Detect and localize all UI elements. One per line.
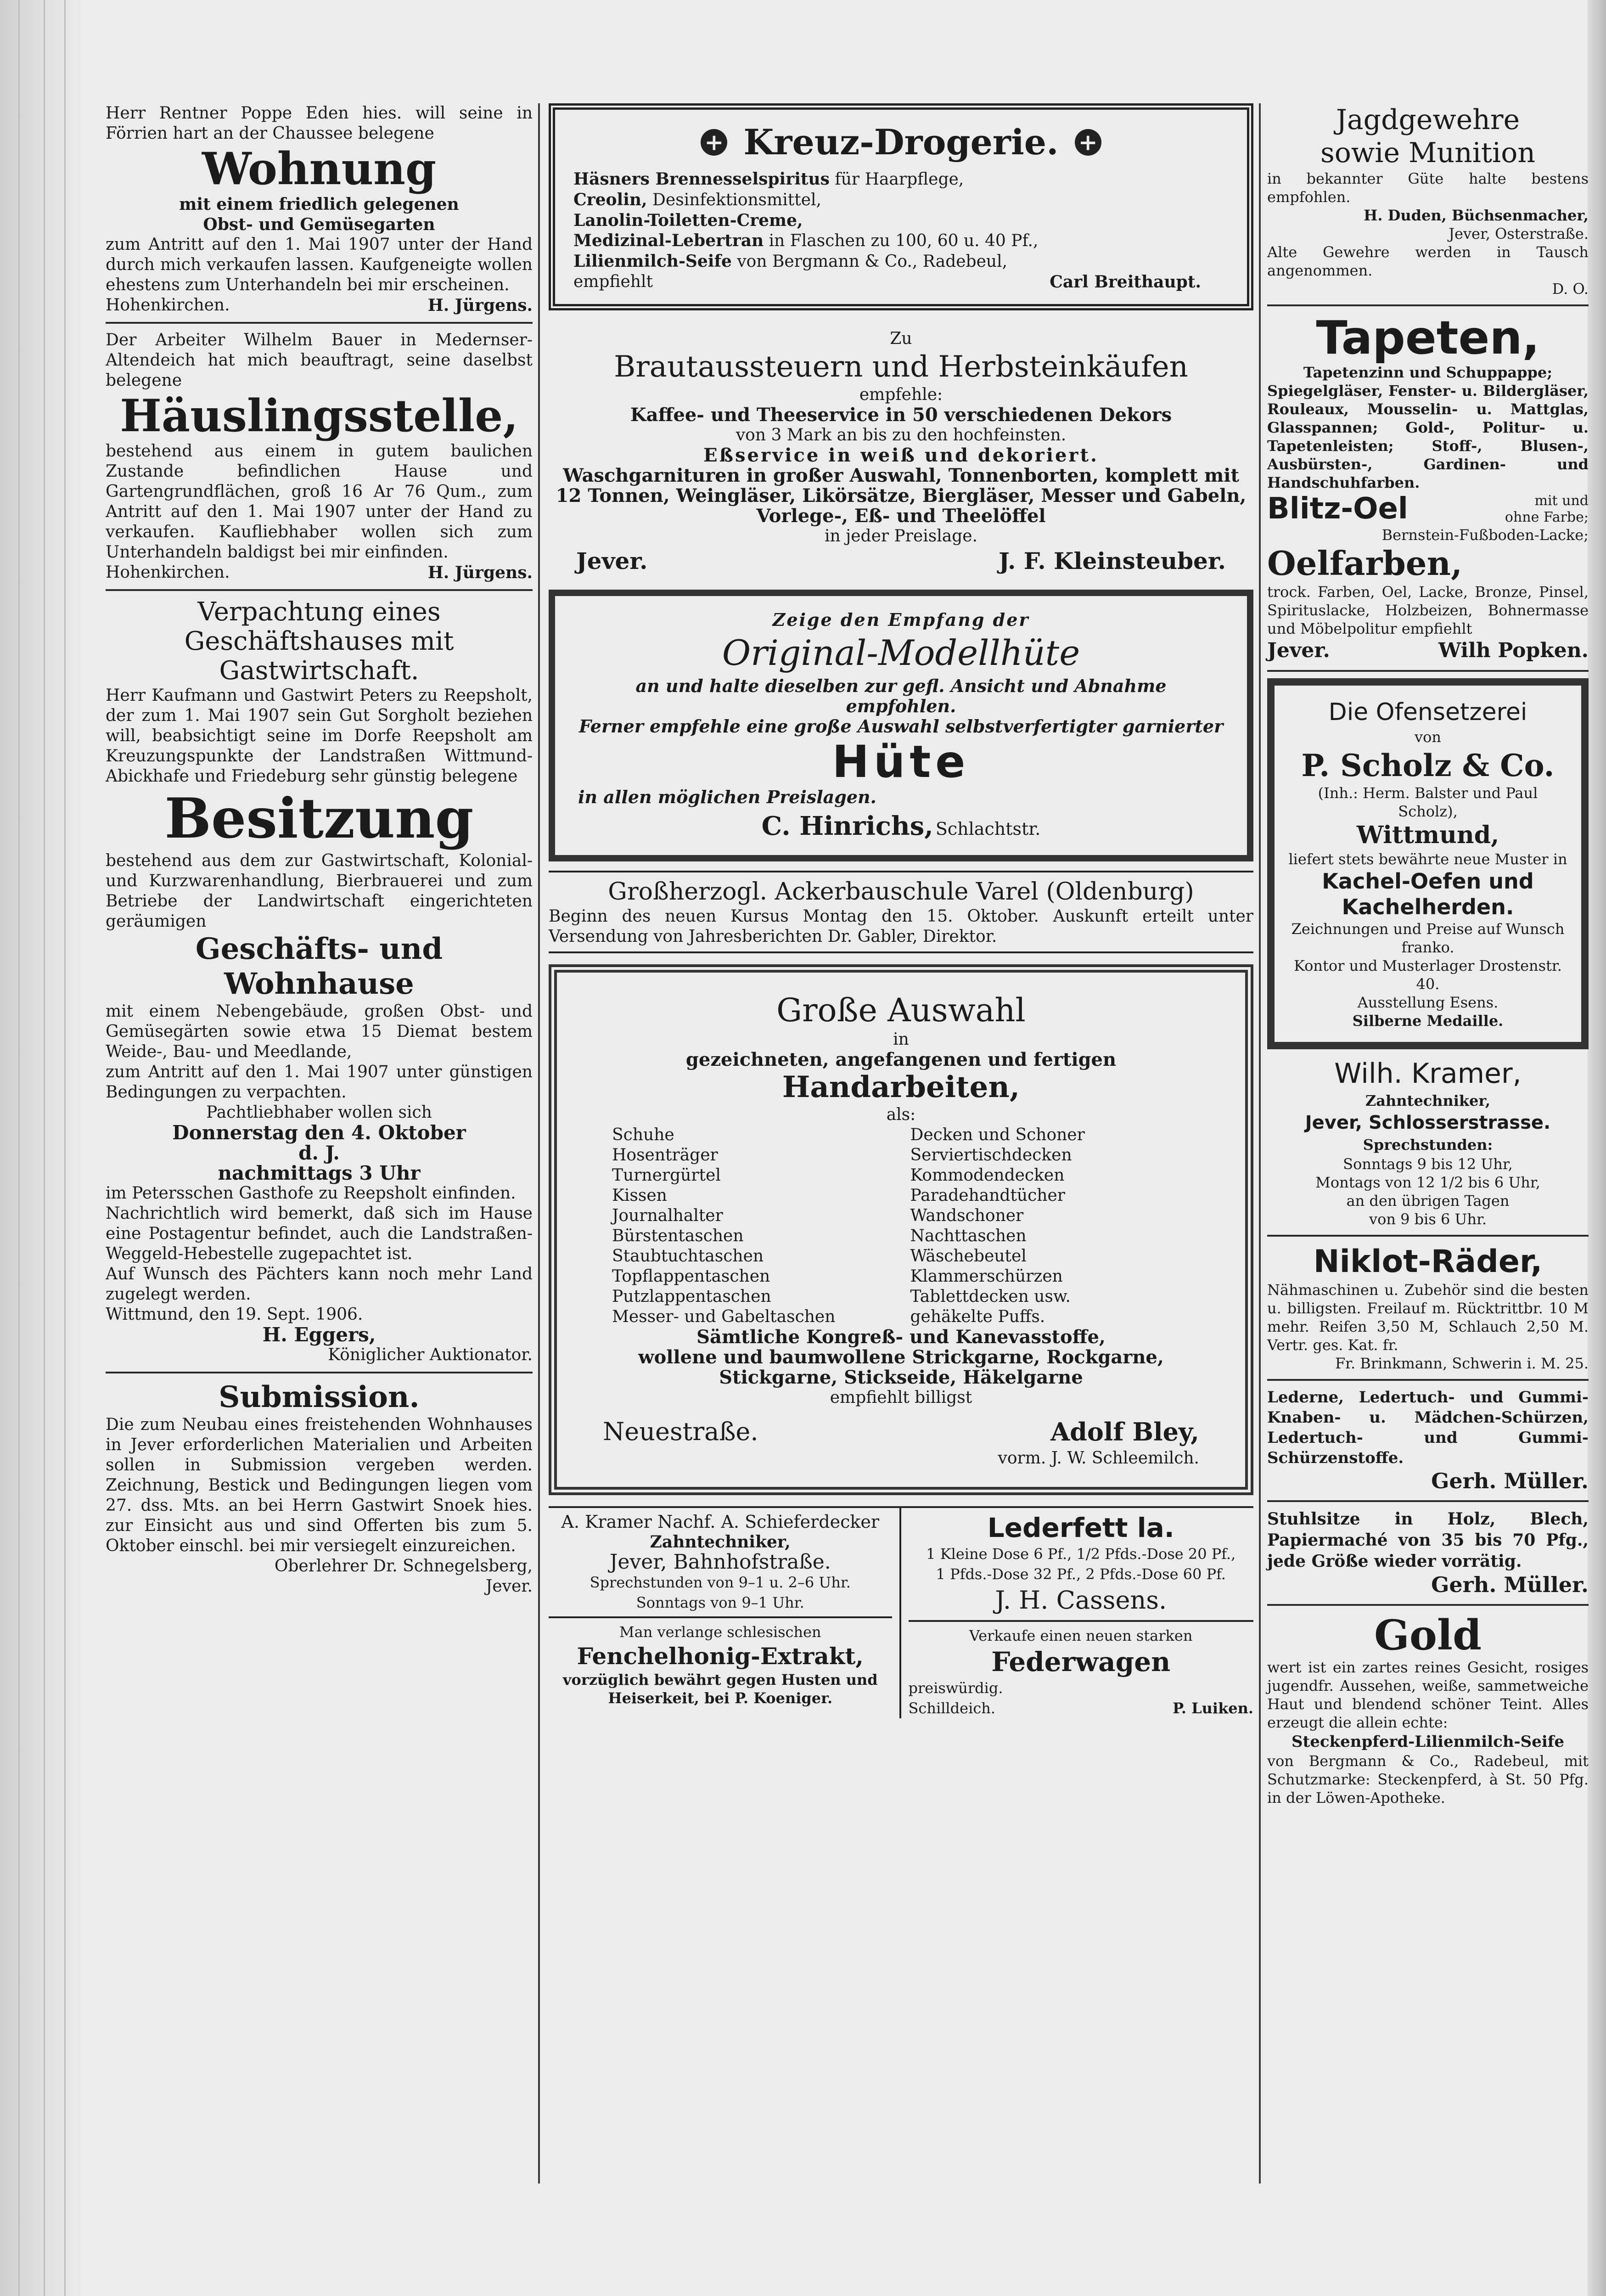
ad-street: Schlachtstr. bbox=[935, 819, 1041, 839]
ad-heading: Jagdgewehre bbox=[1336, 104, 1520, 136]
ad-body: Ferner empfehle eine große Auswahl selbstverfertigter garnierter bbox=[578, 716, 1224, 737]
ad-signature: J. H. Cassens. bbox=[995, 1586, 1167, 1615]
product-note: von Bergmann & Co., Radebeul, bbox=[737, 252, 1008, 271]
ad-body: von Bergmann & Co., Radebeul, mit Schutzmarke: Steckenpferd, à St. 50 Pfg. in der Löwen-Apotheke. bbox=[1267, 1752, 1589, 1806]
ad-body: wollene und baumwollene Strickgarne, Rockgarne, bbox=[638, 1346, 1164, 1368]
ad-body: Tapetenzinn und Schuppappe; bbox=[1303, 364, 1553, 381]
ad-place: Hohenkirchen. bbox=[106, 563, 230, 582]
ad-signature: Oberlehrer Dr. Schnegelsberg, bbox=[274, 1557, 533, 1576]
ad-heading: Gold bbox=[1374, 1611, 1482, 1660]
ad-heading: Kachel-Oefen und Kachelherden. bbox=[1322, 869, 1534, 919]
ad-brautaussteuern bbox=[549, 329, 1253, 576]
list-item: Klammerschürzen bbox=[910, 1267, 1063, 1286]
ad-heading: sowie Munition bbox=[1320, 137, 1536, 169]
ad-heading: Wilh. Kramer, bbox=[1334, 1058, 1522, 1090]
ad-heading: Fenchelhonig-Extrakt, bbox=[577, 1643, 864, 1670]
ad-body: Eßservice in weiß und dekoriert. bbox=[703, 445, 1099, 466]
ad-body: an den übrigen Tagen bbox=[1346, 1192, 1510, 1210]
ad-hinrichs bbox=[549, 590, 1253, 861]
list-item: Topflappentaschen bbox=[612, 1267, 770, 1286]
ad-kreuz-drogerie bbox=[549, 103, 1253, 310]
ad-body: Bernstein-Fußboden-Lacke; bbox=[1381, 526, 1589, 544]
ad-body: mit einem Nebengebäude, großen Obst- und Gemüsegärten sowie etwa 15 Diemat bestem Weide-, Bau- und Meedlande, bbox=[106, 1002, 533, 1061]
ad-signature: P. Luiken. bbox=[1173, 1699, 1253, 1717]
ad-subheading: Obst- und Gemüsegarten bbox=[203, 215, 435, 234]
divider bbox=[106, 1372, 533, 1373]
page-right-edge bbox=[1588, 0, 1606, 2296]
ad-heading: Submission. bbox=[219, 1380, 420, 1414]
ad-signature: Gerh. Müller. bbox=[1431, 1469, 1589, 1493]
list-item: Nachttaschen bbox=[910, 1227, 1027, 1245]
ad-heading: Federwagen bbox=[991, 1646, 1171, 1677]
spine-edge-line bbox=[44, 0, 45, 2296]
ad-signature: Adolf Bley, bbox=[1050, 1417, 1199, 1446]
ad-gerh-mueller-schuerzen bbox=[1267, 1387, 1589, 1494]
ad-heading: P. Scholz & Co. bbox=[1301, 748, 1555, 783]
column-rule bbox=[538, 103, 540, 2183]
ad-lederfett bbox=[909, 1508, 1254, 1616]
spine-edge-line bbox=[18, 0, 20, 2296]
ad-body: zum Antritt auf den 1. Mai 1907 unter der Hand durch mich verkaufen lassen. Kaufgeneigte wollen ehestens zum Unterhandeln bei mir erscheinen. bbox=[106, 235, 533, 294]
ad-body: Verkaufe einen neuen starken bbox=[969, 1627, 1193, 1644]
ad-body: gezeichneten, angefangenen und fertigen bbox=[685, 1049, 1117, 1070]
ad-wilh-kramer bbox=[1267, 1057, 1589, 1228]
ad-body: Stickgarne, Stickseide, Häkelgarne bbox=[719, 1367, 1083, 1388]
product: Lilienmilch-Seife bbox=[573, 252, 732, 271]
ad-fenchelhonig bbox=[549, 1622, 892, 1707]
ad-signature-title: Königlicher Auktionator. bbox=[328, 1345, 533, 1364]
cross-icon: + bbox=[701, 129, 727, 156]
ad-dateline: Wittmund, den 19. Sept. 1906. bbox=[106, 1305, 363, 1324]
ad-note: als: bbox=[886, 1105, 916, 1124]
ad-body: Jever, Bahnhofstraße. bbox=[609, 1550, 831, 1574]
divider bbox=[1267, 1500, 1589, 1502]
ad-note: empfiehlt billigst bbox=[830, 1388, 972, 1407]
ad-body: in jeder Preislage. bbox=[824, 527, 978, 546]
ad-heading: Kreuz-Drogerie. bbox=[743, 122, 1059, 163]
divider bbox=[106, 589, 533, 591]
divider bbox=[1267, 1235, 1589, 1237]
ad-body: (Inh.: Herm. Balster und Paul Scholz), bbox=[1318, 784, 1538, 820]
list-item: Journalhalter bbox=[612, 1206, 723, 1225]
ad-heading: Blitz-Oel bbox=[1267, 492, 1408, 526]
list-item: Messer- und Gabeltaschen bbox=[612, 1307, 836, 1326]
ad-signature: Carl Breithaupt. bbox=[1050, 272, 1201, 292]
ad-body: zum Antritt auf den 1. Mai 1907 unter günstigen Bedingungen zu verpachten. bbox=[106, 1063, 533, 1102]
spine-edge-line bbox=[64, 0, 66, 2296]
ad-place: Schilldeich. bbox=[908, 1699, 996, 1717]
list-item: Wäschebeutel bbox=[910, 1247, 1027, 1266]
list-item: Staubtuchtaschen bbox=[612, 1247, 764, 1266]
ad-body: Kaffee- und Theeservice in 50 verschiedenen Dekors bbox=[630, 404, 1172, 426]
list-item: Wandschoner bbox=[910, 1206, 1024, 1225]
ad-body: bestehend aus dem zur Gastwirtschaft, Kolonial- und Kurzwarenhandlung, Bierbrauerei und zum Betriebe der Landwirtschaft eingerichteten geräumigen bbox=[106, 851, 533, 931]
ad-body: mit und ohne Farbe; bbox=[1505, 493, 1589, 525]
ad-body: 1 Pfds.-Dose 32 Pf., 2 Pfds.-Dose 60 Pf. bbox=[936, 1565, 1226, 1583]
ad-body: von 9 bis 6 Uhr. bbox=[1369, 1210, 1487, 1228]
ad-body: an und halte dieselben zur gefl. Ansicht und Abnahme empfohlen. bbox=[635, 675, 1167, 716]
ad-submission bbox=[106, 1380, 533, 1597]
list-item: Kommodendecken bbox=[910, 1166, 1065, 1185]
ad-subheading: mit einem friedlich gelegenen bbox=[179, 195, 459, 214]
ad-body: Spiegelgläser, Fenster- u. Bildergläser, Rouleaux, Mousselin- u. Mattglas, Glasspannen; Gold-, Politur- u. Tapetenleisten; Stoff-, Blusen-, Ausbürsten-, Gardinen- und Handschuhfarben. bbox=[1267, 382, 1589, 491]
ad-signature: H. Jürgens. bbox=[427, 296, 533, 315]
ad-product: Steckenpferd-Lilienmilch-Seife bbox=[1291, 1733, 1565, 1751]
product-note: Desinfektionsmittel, bbox=[652, 191, 821, 209]
ad-signature: C. Hinrichs, bbox=[761, 811, 933, 841]
ad-niklot bbox=[1267, 1243, 1589, 1373]
ad-place: Hohenkirchen. bbox=[106, 296, 230, 315]
ad-signature-note: vorm. J. W. Schleemilch. bbox=[998, 1449, 1199, 1468]
product-note: für Haarpflege, bbox=[835, 170, 964, 189]
ad-heading: Wohnung bbox=[202, 143, 437, 195]
ad-gold-seife bbox=[1267, 1612, 1589, 1807]
ad-place: Jever. bbox=[576, 547, 648, 574]
ad-jagdgewehre bbox=[1267, 103, 1589, 298]
ad-heading: Häuslingsstelle, bbox=[120, 390, 518, 442]
ad-body: Sämtliche Kongreß- und Kanevasstoffe, bbox=[696, 1326, 1106, 1348]
ad-body: von 3 Mark an bis zu den hochfeinsten. bbox=[736, 426, 1067, 445]
ad-signature: Gerh. Müller. bbox=[1431, 1572, 1589, 1597]
ad-body: trock. Farben, Oel, Lacke, Bronze, Pinsel, Spirituslacke, Holzbeizen, Bohnermasse und Möbelpolitur empfiehlt bbox=[1267, 583, 1589, 637]
ad-body: Zeichnungen und Preise auf Wunsch franko. bbox=[1291, 920, 1565, 956]
list-item: Kissen bbox=[612, 1186, 667, 1205]
ad-place: Jever. bbox=[485, 1577, 533, 1596]
ad-heading: Die Ofensetzerei bbox=[1328, 698, 1527, 726]
ad-body: Nähmaschinen u. Zubehör sind die besten u. billigsten. Freilauf m. Rücktrittbr. 10 M mehr. Reifen 3,50 M, Schlauch 2,50 M. Vertr. ges. Kat. fr. bbox=[1267, 1281, 1589, 1354]
ad-heading: Besitzung bbox=[164, 786, 474, 851]
divider bbox=[106, 322, 533, 324]
ad-body: Sprechstunden von 9–1 u. 2–6 Uhr. bbox=[590, 1574, 851, 1591]
ad-body: Waschgarnituren in großer Auswahl, Tonnenborten, komplett mit 12 Tonnen, Weingläser, Likörsätze, Biergläser, Messer und Gabeln, Vorlege-, Eß- und Theelöffel bbox=[556, 465, 1247, 527]
ad-ackerbauschule bbox=[549, 871, 1253, 953]
ad-body: Zahntechniker, bbox=[650, 1532, 791, 1552]
ad-body: in bekannter Güte halte bestens empfohlen. bbox=[1267, 170, 1589, 206]
ad-intro: Herr Rentner Poppe Eden hies. will seine in Förrien hart an der Chaussee belegene bbox=[106, 104, 533, 143]
ad-note: in bbox=[893, 1030, 909, 1049]
ad-body: Alte Gewehre werden in Tausch angenommen. bbox=[1267, 243, 1589, 279]
ad-body: Lederne, Ledertuch- und Gummi-Knaben- u. Mädchen-Schürzen, Ledertuch- und Gummi-Schürzenstoffe. bbox=[1267, 1388, 1589, 1467]
ad-heading: Geschäfts- und Wohnhause bbox=[195, 932, 443, 1001]
list-item: Hosenträger bbox=[612, 1146, 718, 1165]
ad-wohnung bbox=[106, 103, 533, 315]
ad-signature: Wilh Popken. bbox=[1438, 639, 1589, 662]
item-list-left bbox=[612, 1125, 892, 1327]
list-item: Putzlappentaschen bbox=[612, 1287, 771, 1306]
ad-heading: A. Kramer Nachf. A. Schieferdecker bbox=[561, 1512, 880, 1532]
ad-body: Montags von 12 1/2 bis 6 Uhr, bbox=[1315, 1174, 1540, 1191]
ad-note: von bbox=[1415, 728, 1441, 746]
ad-heading: Oelfarben, bbox=[1267, 544, 1463, 583]
item-list-right bbox=[910, 1125, 1190, 1327]
ad-body: Pachtliebhaber wollen sich bbox=[206, 1103, 432, 1122]
divider bbox=[1267, 1604, 1589, 1606]
ad-body: bestehend aus einem in gutem baulichen Zustande befindlichen Hause und Gartengrundflächen, groß 16 Ar 76 Qum., zum Antritt auf den 1. Mai 1907 unter der Hand zu verkaufen. Kaufliebhaber wollen sich zum Unterhandeln baldigst bei mir einfinden. bbox=[106, 442, 533, 562]
ad-intro: Der Arbeiter Wilhelm Bauer in Medernser-Altendeich hat mich beauftragt, seine daselbst belegene bbox=[106, 331, 533, 390]
column-middle bbox=[549, 103, 1253, 1718]
ad-kramer-nachf bbox=[549, 1508, 892, 1613]
divider bbox=[1267, 304, 1589, 306]
ad-place: Jever, Osterstraße. bbox=[1449, 225, 1589, 242]
book-spine bbox=[0, 0, 78, 2296]
list-item: Turnergürtel bbox=[612, 1166, 721, 1185]
divider bbox=[1267, 670, 1589, 672]
list-item: Schuhe bbox=[612, 1125, 674, 1144]
ad-heading: Hüte bbox=[832, 736, 970, 788]
ad-body: Sonntags von 9–1 Uhr. bbox=[636, 1594, 804, 1611]
ad-body: Sonntags 9 bis 12 Uhr, bbox=[1343, 1155, 1513, 1173]
list-item: Serviertischdecken bbox=[910, 1146, 1072, 1165]
ad-date: d. J. bbox=[298, 1142, 340, 1164]
ad-row-bottom bbox=[549, 1506, 1253, 1718]
ad-heading: Niklot-Räder, bbox=[1313, 1244, 1543, 1280]
ad-heading: Lederfett la. bbox=[987, 1512, 1174, 1543]
ad-bley-handarbeiten bbox=[549, 964, 1253, 1495]
column-right bbox=[1267, 103, 1589, 1807]
ad-body: Stuhlsitze in Holz, Blech, Papiermaché von 35 bis 70 Pfg., jede Größe wieder vorrätig. bbox=[1267, 1509, 1589, 1571]
ad-heading: Geschäftshauses mit bbox=[184, 626, 454, 656]
ad-body: liefert stets bewährte neue Muster in bbox=[1288, 850, 1567, 868]
ad-date: Donnerstag den 4. Oktober bbox=[172, 1121, 466, 1144]
ad-signature: J. F. Kleinsteuber. bbox=[999, 547, 1226, 574]
ad-signature: D. O. bbox=[1552, 280, 1589, 298]
ad-gerh-mueller-stuhlsitze bbox=[1267, 1508, 1589, 1598]
ad-date: nachmittags 3 Uhr bbox=[218, 1162, 421, 1184]
ad-note: Zu bbox=[890, 329, 912, 348]
ad-body: Zahntechniker, bbox=[1365, 1092, 1491, 1109]
ad-body: in allen möglichen Preislagen. bbox=[578, 787, 876, 807]
ad-street: Neuestraße. bbox=[603, 1417, 758, 1446]
ad-body: Man verlange schlesischen bbox=[619, 1623, 821, 1641]
list-item: gehäkelte Puffs. bbox=[910, 1307, 1045, 1326]
ad-address: Fr. Brinkmann, Schwerin i. M. 25. bbox=[1335, 1355, 1589, 1372]
ad-body: Kontor und Musterlager Drostenstr. 40. bbox=[1294, 957, 1562, 993]
ad-federwagen bbox=[909, 1626, 1254, 1718]
ad-heading: Brautaussteuern und Herbsteinkäufen bbox=[614, 350, 1188, 384]
ad-heading: Gastwirtschaft. bbox=[219, 656, 419, 686]
column-rule bbox=[1259, 103, 1261, 2183]
ad-body: Ausstellung Esens. bbox=[1357, 994, 1499, 1011]
ad-body: Jever, Schlosserstrasse. bbox=[1305, 1112, 1551, 1133]
ad-body: Beginn des neuen Kursus Montag den 15. Oktober. Auskunft erteilt unter Versendung von Jahresberichten Dr. Gabler, Direktor. bbox=[549, 907, 1253, 946]
ad-body: Auf Wunsch des Pächters kann noch mehr Land zugelegt werden. bbox=[106, 1265, 533, 1304]
ad-body: Die zum Neubau eines freistehenden Wohnhauses in Jever erforderlichen Materialien und Arbeiten sollen in Submission vergeben werden. Zeichnung, Bestick und Bedingungen liegen vom 27. dss. Mts. an bei Herrn Gastwirt Snoek hies. zur Einsicht aus und sind Offerten bis zum 5. Oktober einschl. bei mir versiegelt einzureichen. bbox=[106, 1415, 533, 1555]
product-note: in Flaschen zu 100, 60 u. 40 Pf., bbox=[769, 231, 1039, 250]
ad-body: 1 Kleine Dose 6 Pf., 1/2 Pfds.-Dose 20 Pf., bbox=[926, 1545, 1236, 1563]
product: Häsners Brennesselspiritus bbox=[573, 169, 830, 189]
ad-heading: Original-Modellhüte bbox=[722, 632, 1080, 673]
ad-intro: Herr Kaufmann und Gastwirt Peters zu Reepsholt, der zum 1. Mai 1907 sein Gut Sorgholt beziehen will, beabsichtigt seine im Dorfe Reepsholt am Kreuzungspunkte der Landstraßen Wittmund-Abickhafe und Friedeburg sehr günstig belegene bbox=[106, 686, 533, 786]
list-item: Decken und Schoner bbox=[910, 1125, 1085, 1144]
ad-heading: Verpachtung eines bbox=[197, 597, 441, 627]
product: Lanolin-Toiletten-Creme, bbox=[573, 211, 803, 230]
ad-body: wert ist ein zartes reines Gesicht, rosiges jugendfr. Aussehen, weiße, sammetweiche Haut und blendend schöner Teint. Alles erzeugt die allein echte: bbox=[1267, 1659, 1589, 1731]
ad-body: Zeige den Empfang der bbox=[772, 609, 1030, 630]
ad-body: Nachrichtlich wird bemerkt, daß sich im Hause eine Postagentur befindet, auch die Landstraßen-Weggeld-Hebestelle zugepachtet ist. bbox=[106, 1204, 533, 1263]
ad-tapeten bbox=[1267, 313, 1589, 664]
ad-verpachtung bbox=[106, 597, 533, 1365]
ad-signature: H. Jürgens. bbox=[427, 563, 533, 582]
ad-body: Sprechstunden: bbox=[1363, 1136, 1493, 1154]
ad-body: preiswürdig. bbox=[908, 1679, 1003, 1697]
ad-heading: Tapeten, bbox=[1316, 311, 1540, 365]
ad-body: Silberne Medaille. bbox=[1352, 1012, 1504, 1030]
column-left bbox=[106, 103, 533, 1597]
product: Creolin, bbox=[573, 190, 647, 209]
ad-heading: Große Auswahl bbox=[776, 991, 1026, 1029]
list-item: Bürstentaschen bbox=[612, 1227, 744, 1245]
ad-ofensetzerei bbox=[1267, 678, 1589, 1049]
ad-note: empfehle: bbox=[859, 385, 943, 404]
list-item: Tablettdecken usw. bbox=[910, 1287, 1071, 1306]
ad-body: vorzüglich bewährt gegen Husten und Heiserkeit, bei P. Koeniger. bbox=[562, 1671, 878, 1707]
list-item: Paradehandtücher bbox=[910, 1186, 1065, 1205]
ad-haeuslingsstelle bbox=[106, 330, 533, 583]
ad-signature: H. Eggers, bbox=[262, 1323, 376, 1346]
ad-signature: H. Duden, Büchsenmacher, bbox=[1364, 207, 1589, 224]
divider bbox=[1267, 1379, 1589, 1381]
ad-heading: Wittmund, bbox=[1356, 821, 1499, 849]
cross-icon: + bbox=[1075, 129, 1101, 156]
ad-heading: Großherzogl. Ackerbauschule Varel (Oldenburg) bbox=[608, 878, 1194, 906]
ad-note: empfiehlt bbox=[573, 272, 653, 291]
product: Medizinal-Lebertran bbox=[573, 231, 764, 250]
ad-place: Jever. bbox=[1267, 639, 1330, 662]
ad-body: im Petersschen Gasthofe zu Reepsholt einfinden. bbox=[106, 1184, 516, 1203]
ad-heading: Handarbeiten, bbox=[782, 1070, 1020, 1104]
